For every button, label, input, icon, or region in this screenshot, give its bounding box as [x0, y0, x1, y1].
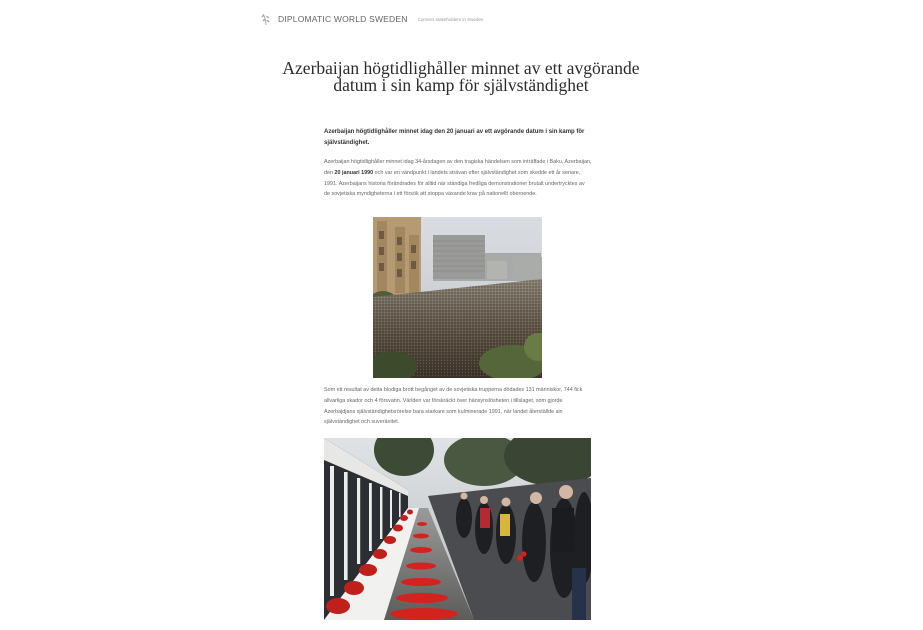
- crowd-in-square-photo: [373, 217, 542, 378]
- olive-branch-icon[interactable]: [260, 12, 272, 26]
- paragraph-1-text-end: och var en vändpunkt i landets strävan efter självständighet som skedde ett år senare, 1991. Azerbaijans historia förändrades för alltid när ständiga fredliga demonstrationer brutalt undertrycktes av de sovjetiska myndigheterna i ett försök att stoppa växande krav på nationellt oberoende.: [324, 169, 585, 198]
- paragraph-1-date: 20 januari 1990: [334, 169, 374, 176]
- article-paragraph-2: Som ett resultat av detta blodiga brott begånget av de sovjetiska trupperna dödades 131 människor, 744 fick allvarliga skador och 4 försvann. Världen var förskräckt över hänsynslösheten i tillslaget, som gjorde Azerbajdjans självständighetsrörelse bara starkare som kulminerade 1991, när landet återställde sin självständighet och suveränitet.: [324, 387, 583, 426]
- article-lead: Azerbaijan högtidlighåller minnet idag den 20 januari av ett avgörande datum i sin kamp för självständighet.: [324, 129, 585, 146]
- site-header: [260, 12, 483, 26]
- article-title: Azerbaijan högtidlighåller minnet av ett avgörande datum i sin kamp för självständighet: [282, 58, 640, 95]
- paragraph-1-text-start: Azerbaijan högtidlighåller minnet idag 34-årsdagen av den tragiska händelsen som inträffade i Baku, Azerbaijan, den: [324, 159, 592, 176]
- site-tagline: Connect stakeholders in Sweden: [417, 16, 484, 22]
- site-name[interactable]: DIPLOMATIC WORLD SWEDEN: [278, 14, 408, 24]
- article-paragraph-1: [324, 157, 592, 200]
- memorial-alley-flowers-photo: [324, 438, 591, 620]
